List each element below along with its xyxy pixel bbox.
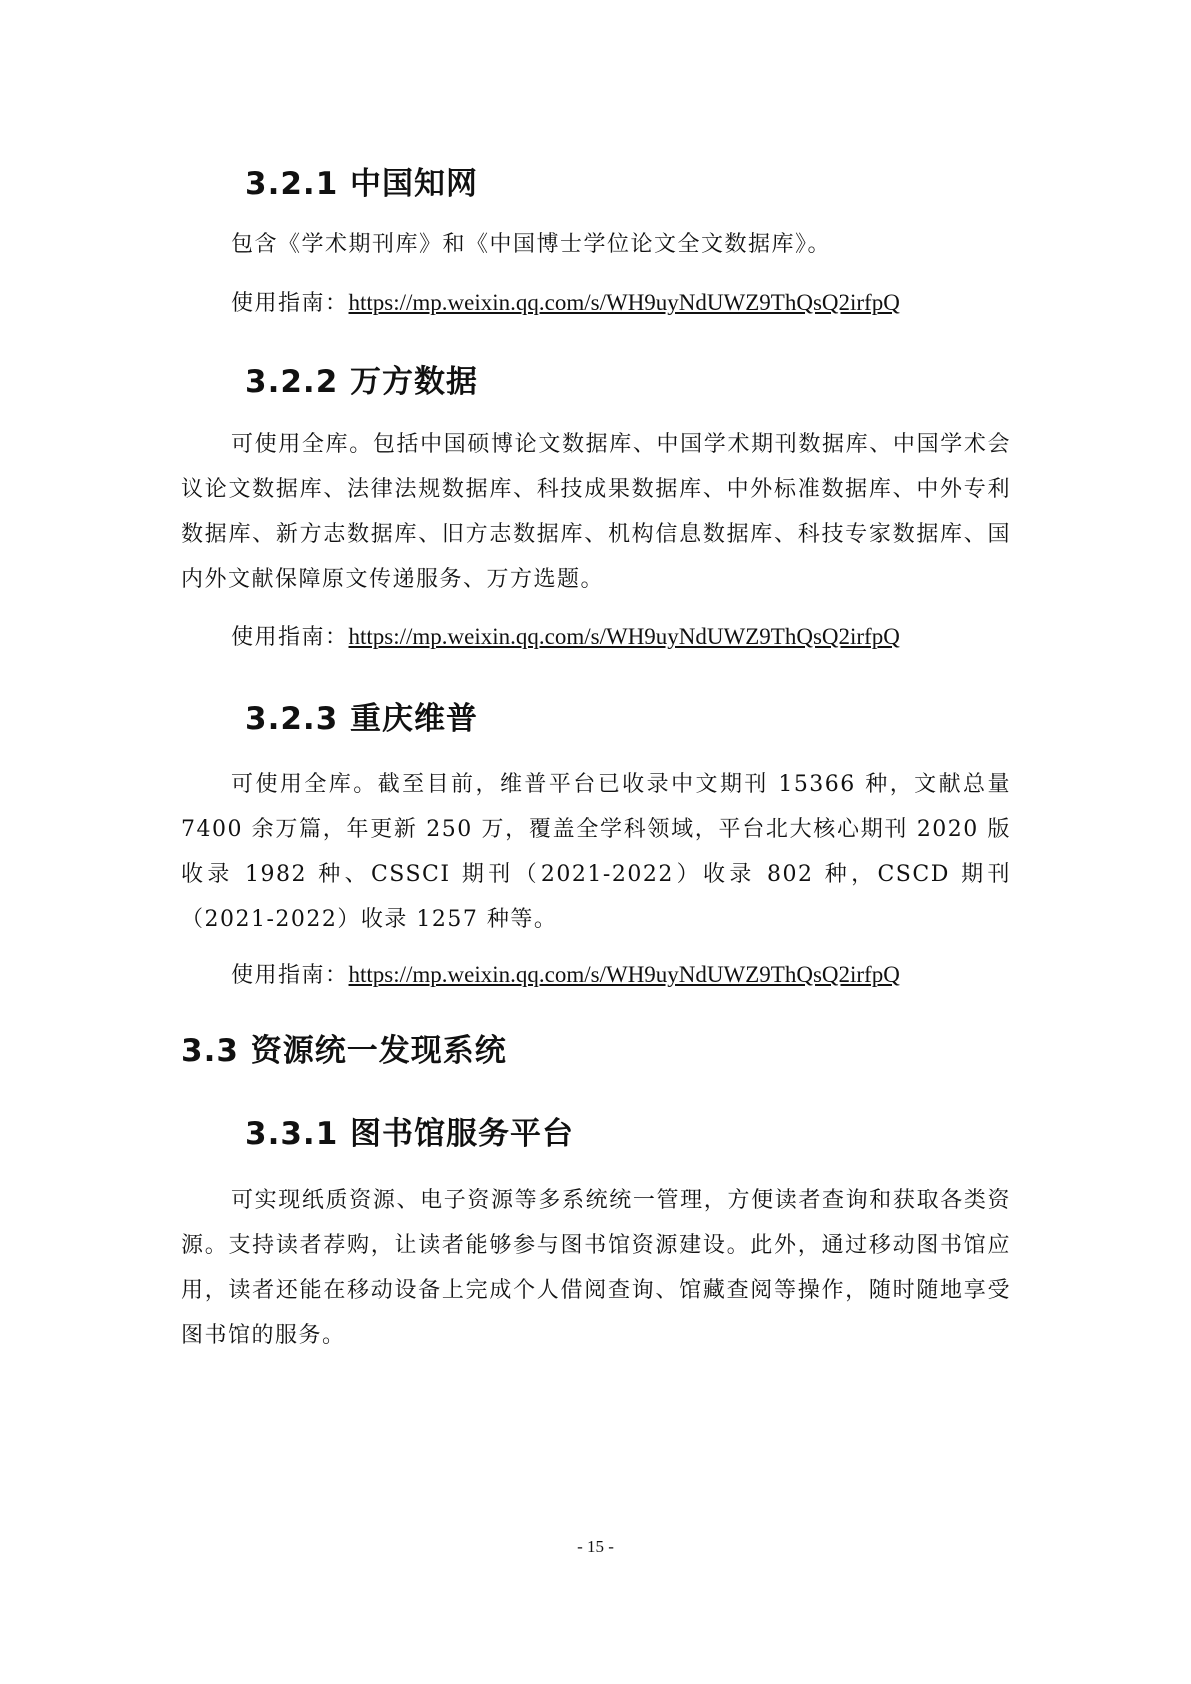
guide-link-vip[interactable]: https://mp.weixin.qq.com/s/WH9uyNdUWZ9ThQsQ2irfpQ [348,962,900,987]
guide-label: 使用指南： [231,963,349,988]
guide-line-vip [231,958,900,989]
heading-3-3: 3.3 资源统一发现系统 [181,1033,507,1069]
paragraph-vip: 可使用全库。截至目前，维普平台已收录中文期刊 15366 种，文献总量 7400 余万篇，年更新 250 万，覆盖全学科领域，平台北大核心期刊 2020 版收录 1982 种、CSSCI 期刊（2021-2022）收录 802 种，CSCD 期刊（2021-2022）收录 1257 种等。 [181,772,1011,932]
paragraph-cnki: 包含《学术期刊库》和《中国博士学位论文全文数据库》。 [231,232,832,257]
guide-line-cnki [231,286,900,317]
paragraph-library-platform: 可实现纸质资源、电子资源等多系统统一管理，方便读者查询和获取各类资源。支持读者荐购，让读者能够参与图书馆资源建设。此外，通过移动图书馆应用，读者还能在移动设备上完成个人借阅查询、馆藏查阅等操作，随时随地享受图书馆的服务。 [181,1188,1011,1348]
guide-link-wanfang[interactable]: https://mp.weixin.qq.com/s/WH9uyNdUWZ9ThQsQ2irfpQ [348,624,900,649]
guide-link-cnki[interactable]: https://mp.weixin.qq.com/s/WH9uyNdUWZ9ThQsQ2irfpQ [348,290,900,315]
guide-label: 使用指南： [231,625,349,650]
guide-line-wanfang [231,620,900,651]
heading-3-2-1: 3.2.1 中国知网 [245,166,479,202]
heading-3-2-2: 3.2.2 万方数据 [245,364,479,400]
heading-3-2-3: 3.2.3 重庆维普 [245,701,479,737]
page-number: - 15 - [577,1537,614,1556]
guide-label: 使用指南： [231,291,349,316]
heading-3-3-1: 3.3.1 图书馆服务平台 [245,1116,575,1152]
paragraph-wanfang: 可使用全库。包括中国硕博论文数据库、中国学术期刊数据库、中国学术会议论文数据库、法律法规数据库、科技成果数据库、中外标准数据库、中外专利数据库、新方志数据库、旧方志数据库、机构信息数据库、科技专家数据库、国内外文献保障原文传递服务、万方选题。 [181,432,1011,592]
